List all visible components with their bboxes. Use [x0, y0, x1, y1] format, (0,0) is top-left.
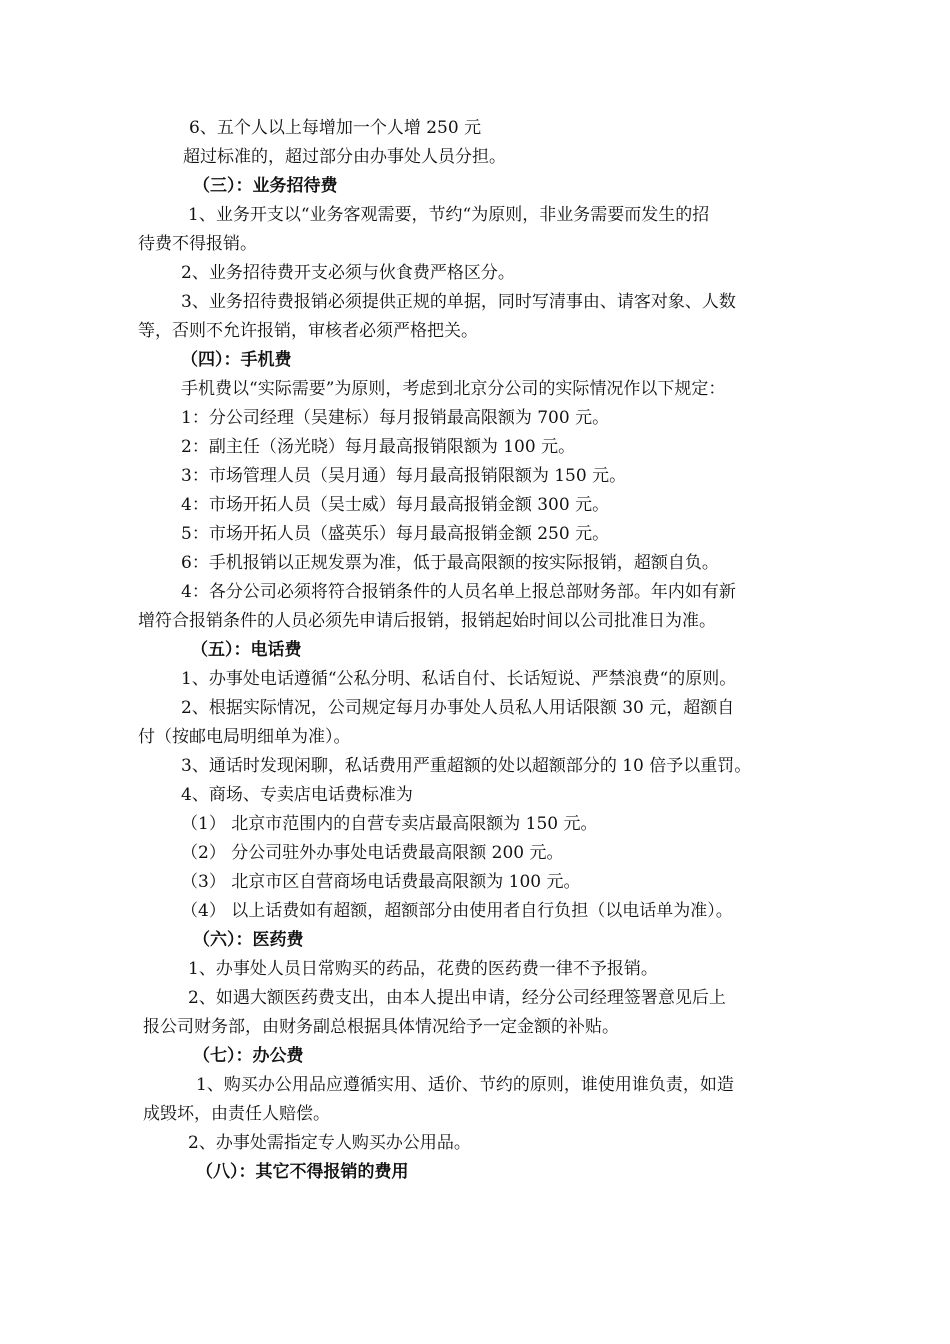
text-line: 手机费以“实际需要”为原则，考虑到北京分公司的实际情况作以下规定： — [181, 379, 726, 399]
text-line: 1、办事处电话遵循“公私分明、私话自付、长话短说、严禁浪费“的原则。 — [181, 669, 737, 689]
text-line: 3、业务招待费报销必须提供正规的单据，同时写清事由、请客对象、人数 — [181, 292, 736, 312]
section-heading: （五）：电话费 — [191, 640, 302, 660]
text-line: 1、办事处人员日常购买的药品，花费的医药费一律不予报销。 — [188, 959, 658, 979]
text-line: 1、业务开支以“业务客观需要，节约“为原则，非业务需要而发生的招 — [188, 205, 710, 225]
text-line: 报公司财务部，由财务副总根据具体情况给予一定金额的补贴。 — [143, 1017, 619, 1037]
section-heading: （四）：手机费 — [181, 350, 292, 370]
text-line: 3：市场管理人员（吴月通）每月最高报销限额为 150 元。 — [181, 466, 627, 486]
text-line: 超过标准的，超过部分由办事处人员分担。 — [183, 147, 506, 167]
text-line: 付（按邮电局明细单为准）。 — [138, 727, 351, 747]
text-line: （4） 以上话费如有超额，超额部分由使用者自行负担（以电话单为准）。 — [181, 901, 733, 921]
text-line: 待费不得报销。 — [138, 234, 257, 254]
text-line: 2、根据实际情况，公司规定每月办事处人员私人用话限额 30 元，超额自 — [181, 698, 735, 718]
text-line: 2、业务招待费开支必须与伙食费严格区分。 — [181, 263, 515, 283]
text-line: （2） 分公司驻外办事处电话费最高限额 200 元。 — [181, 843, 564, 863]
text-line: 6、五个人以上每增加一个人增 250 元 — [189, 118, 482, 138]
section-heading: （六）：医药费 — [193, 930, 304, 950]
text-line: 2、如遇大额医药费支出，由本人提出申请，经分公司经理签署意见后上 — [188, 988, 726, 1008]
section-heading: （三）：业务招待费 — [193, 176, 338, 196]
text-line: 4：市场开拓人员（吴士威）每月最高报销金额 300 元。 — [181, 495, 610, 515]
section-heading: （七）：办公费 — [193, 1046, 304, 1066]
text-line: 2：副主任（汤光晓）每月最高报销限额为 100 元。 — [181, 437, 576, 457]
text-line: 增符合报销条件的人员必须先申请后报销，报销起始时间以公司批准日为准。 — [138, 611, 716, 631]
text-line: 等，否则不允许报销，审核者必须严格把关。 — [138, 321, 478, 341]
text-line: 成毁坏，由责任人赔偿。 — [143, 1104, 330, 1124]
text-line: （1） 北京市范围内的自营专卖店最高限额为 150 元。 — [181, 814, 598, 834]
text-line: 6：手机报销以正规发票为准，低于最高限额的按实际报销，超额自负。 — [181, 553, 719, 573]
text-line: 1：分公司经理（吴建标）每月报销最高限额为 700 元。 — [181, 408, 610, 428]
text-line: 4：各分公司必须将符合报销条件的人员名单上报总部财务部。年内如有新 — [181, 582, 736, 602]
text-line: 3、通话时发现闲聊，私话费用严重超额的处以超额部分的 10 倍予以重罚。 — [181, 756, 752, 776]
text-line: （3） 北京市区自营商场电话费最高限额为 100 元。 — [181, 872, 581, 892]
text-line: 5：市场开拓人员（盛英乐）每月最高报销金额 250 元。 — [181, 524, 610, 544]
text-line: 1、购买办公用品应遵循实用、适价、节约的原则，谁使用谁负责，如造 — [196, 1075, 734, 1095]
text-line: 4、商场、专卖店电话费标准为 — [181, 785, 413, 805]
text-line: 2、办事处需指定专人购买办公用品。 — [188, 1133, 471, 1153]
section-heading: （八）：其它不得报销的费用 — [196, 1162, 409, 1182]
